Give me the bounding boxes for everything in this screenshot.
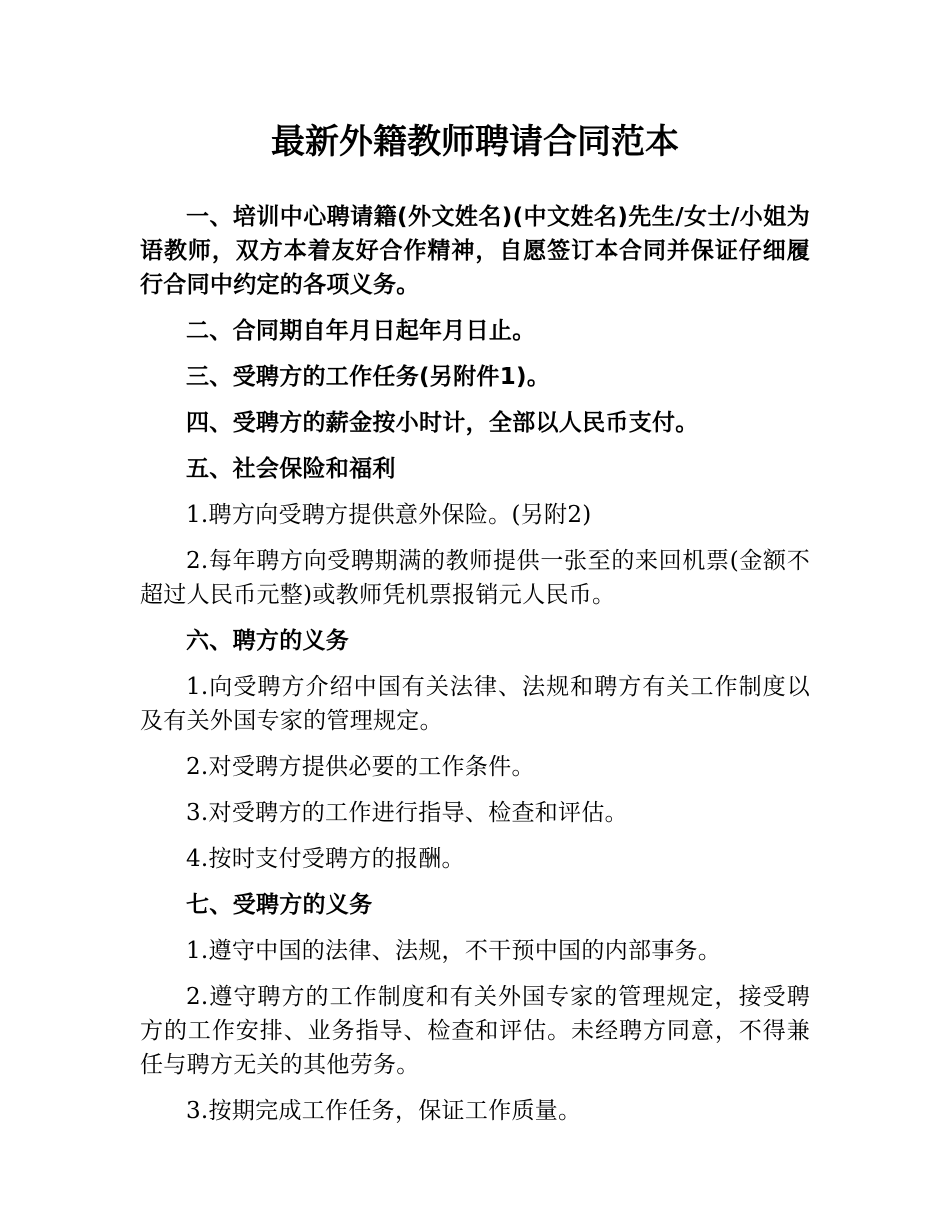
insurance-item-1: 1.聘方向受聘方提供意外保险。(另附2) (186, 502, 592, 528)
employer-obligation-3: 3.对受聘方的工作进行指导、检查和评估。 (186, 800, 628, 826)
employer-obligation-4: 4.按时支付受聘方的报酬。 (186, 846, 465, 872)
employer-obligation-2: 2.对受聘方提供必要的工作条件。 (186, 754, 535, 780)
employee-obligation-1: 1.遵守中国的法律、法规，不干预中国的内部事务。 (186, 938, 722, 964)
employer-obligation-1: 1.向受聘方介绍中国有关法律、法规和聘方有关工作制度以及有关外国专家的管理规定。 (140, 674, 810, 734)
section-heading-insurance-welfare: 五、社会保险和福利 (186, 456, 396, 482)
section-heading-employee-obligations: 七、受聘方的义务 (186, 892, 373, 918)
section-heading-employer-obligations: 六、聘方的义务 (186, 628, 350, 654)
clause-1-engagement: 一、培训中心聘请籍(外文姓名)(中文姓名)先生/女士/小姐为语教师，双方本着友好合作精神，自愿签订本合同并保证仔细履行合同中约定的各项义务。 (140, 204, 810, 298)
document-title: 最新外籍教师聘请合同范本 (271, 122, 679, 162)
clause-2-contract-period: 二、合同期自年月日起年月日止。 (186, 318, 536, 344)
employee-obligation-2: 2.遵守聘方的工作制度和有关外国专家的管理规定，接受聘方的工作安排、业务指导、检查和评估。未经聘方同意，不得兼任与聘方无关的其他劳务。 (140, 984, 810, 1078)
insurance-item-2: 2.每年聘方向受聘期满的教师提供一张至的来回机票(金额不超过人民币元整)或教师凭机票报销元人民币。 (140, 548, 810, 608)
clause-4-salary: 四、受聘方的薪金按小时计，全部以人民币支付。 (186, 410, 699, 436)
document-body (140, 200, 810, 1140)
clause-3-work-tasks: 三、受聘方的工作任务(另附件1)。 (186, 364, 551, 390)
employee-obligation-3: 3.按期完成工作任务，保证工作质量。 (186, 1098, 582, 1124)
